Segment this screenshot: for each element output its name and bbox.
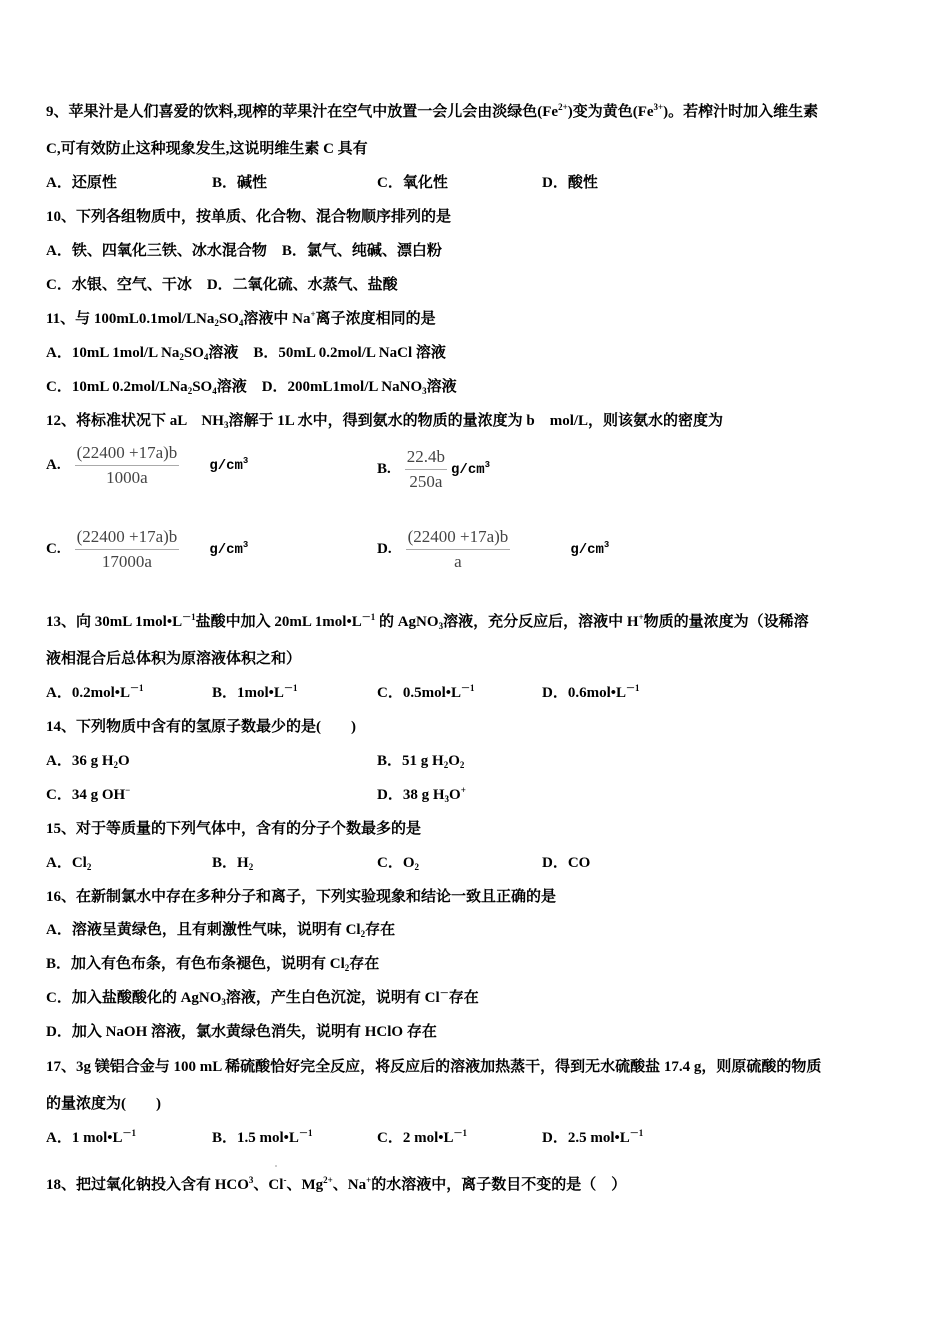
text-segment: C．10mL 0.2mol/LNa — [46, 379, 188, 395]
superscript: －1 — [626, 683, 640, 693]
q14-option-b — [377, 751, 464, 771]
text-segment: C．水银、空气、干冰 D．二氧化硫、水蒸气、盐酸 — [46, 277, 398, 293]
text-segment: B．加入有色布条，有色布条褪色，说明有 Cl — [46, 956, 345, 972]
text-segment: D．加入 NaOH 溶液，氯水黄绿色消失，说明有 HClO 存在 — [46, 1024, 437, 1040]
superscript: 3 — [484, 459, 491, 470]
text-segment: 12、将标准状况下 aL NH — [46, 413, 224, 429]
numerator: (22400 +17a)b — [75, 443, 180, 466]
unit-text: g/cm — [209, 457, 243, 474]
superscript: －1 — [461, 683, 475, 693]
text-segment: 17、3g 镁铝合金与 100 mL 稀硫酸恰好完全反应，将反应后的溶液加热蒸干，得到无水硫酸盐 17.4 g，则原硫酸的物质 — [46, 1059, 822, 1075]
text-segment: O — [448, 753, 460, 769]
text-segment: 的水溶液中，离子数目不变的是（ ） — [371, 1177, 627, 1193]
q11-options-ab — [46, 343, 446, 363]
superscript: + — [638, 612, 644, 622]
text-segment: )变为黄色(Fe — [567, 104, 654, 120]
subscript: 2 — [459, 760, 465, 770]
superscript: －1 — [283, 683, 298, 693]
subscript: 2 — [414, 862, 420, 872]
subscript: 2 — [214, 318, 219, 328]
option-label: C. — [46, 541, 61, 557]
q17-option-d — [542, 1128, 643, 1148]
q16-option-a — [46, 920, 395, 940]
text-segment: 溶液 D．200mL1mol/L NaNO — [216, 379, 423, 395]
text-segment: O — [449, 787, 461, 803]
text-segment: 13、向 30mL 1mol•L — [46, 614, 183, 630]
option-label: A. — [46, 457, 61, 473]
unit-text: g/cm — [209, 541, 243, 558]
numerator: 22.4b — [405, 447, 447, 470]
subscript: 2 — [113, 760, 119, 770]
q13-option-a — [46, 683, 144, 703]
superscript: －1 — [453, 1128, 468, 1138]
text-segment: 、Mg — [286, 1177, 324, 1193]
q13-option-d — [542, 683, 640, 703]
q12-option-d — [377, 527, 609, 572]
stray-mark — [275, 1165, 277, 1167]
q13-option-c — [377, 683, 475, 703]
text-segment: A．Cl — [46, 855, 87, 871]
unit-text: g/cm — [451, 461, 485, 478]
option-label: B. — [377, 461, 391, 477]
q15-option-a — [46, 853, 91, 873]
denominator: 17000a — [101, 552, 152, 571]
denominator: 250a — [409, 472, 443, 491]
superscript: + — [366, 1175, 372, 1185]
subscript: 2 — [179, 352, 184, 362]
text-segment: 11、与 100mL0.1mol/LNa — [46, 311, 215, 327]
text-segment: 物质的量浓度为（设稀溶 — [643, 614, 809, 630]
text-segment: 溶液 B．50mL 0.2mol/L NaCl 溶液 — [208, 345, 446, 361]
q15-stem — [46, 819, 421, 839]
text-segment: B．1.5 mol•L — [212, 1130, 299, 1146]
superscript: －1 — [122, 1128, 137, 1138]
text-segment: 、Cl — [253, 1177, 284, 1193]
superscript: + — [310, 309, 316, 319]
q15-option-b — [212, 853, 253, 873]
text-segment: SO — [192, 379, 213, 395]
q12-option-b — [377, 447, 490, 492]
q10-stem — [46, 207, 451, 227]
text-segment: C．34 g OH — [46, 787, 126, 803]
superscript: - — [283, 1175, 287, 1185]
q16-option-d — [46, 1022, 437, 1042]
text-segment: B．碱性 — [212, 175, 268, 191]
text-segment: 18、把过氧化钠投入含有 HCO — [46, 1177, 249, 1193]
text-segment: 盐酸中加入 20mL 1mol•L — [195, 614, 362, 630]
fraction — [405, 447, 447, 492]
q11-options-cd — [46, 377, 457, 397]
text-segment: 、Na — [332, 1177, 367, 1193]
text-segment: C．氧化性 — [377, 175, 448, 191]
subscript: 2 — [360, 929, 366, 939]
text-segment: 溶液 — [426, 379, 457, 395]
subscript: 2 — [187, 386, 193, 396]
subscript: 2 — [86, 862, 92, 872]
q13-option-b — [212, 683, 297, 703]
q9-option-a — [46, 173, 117, 193]
q14-stem — [46, 717, 356, 737]
subscript: 4 — [238, 318, 244, 328]
fraction — [406, 527, 511, 572]
superscript: 3 — [603, 539, 610, 550]
denominator: 1000a — [106, 468, 148, 487]
option-label: D. — [377, 541, 392, 557]
q14-option-d — [377, 785, 466, 805]
q12-option-c — [46, 527, 248, 572]
unit — [209, 539, 249, 558]
subscript: 3 — [223, 420, 229, 430]
q15-option-d — [542, 853, 590, 873]
superscript: − — [125, 785, 131, 795]
q13-stem-line2 — [46, 649, 301, 669]
q14-option-c — [46, 785, 130, 805]
text-segment: B．H — [212, 855, 249, 871]
subscript: 3 — [444, 794, 450, 804]
text-segment: C．O — [377, 855, 415, 871]
superscript: －1 — [130, 683, 144, 693]
q18-stem — [46, 1175, 626, 1195]
fraction — [75, 527, 180, 572]
q10-options-cd — [46, 275, 398, 295]
q10-options-ab — [46, 241, 442, 261]
q17-option-a — [46, 1128, 136, 1148]
text-segment: D．0.6mol•L — [542, 685, 627, 701]
superscript: 3+ — [653, 102, 664, 112]
text-segment: B．51 g H — [377, 753, 444, 769]
q16-option-b — [46, 954, 379, 974]
text-segment: 15、对于等质量的下列气体中，含有的分子个数最多的是 — [46, 821, 422, 837]
subscript: 3 — [422, 386, 427, 396]
text-segment: 存在 — [365, 922, 396, 938]
text-segment: 离子浓度相同的是 — [315, 311, 436, 327]
text-segment: 14、下列物质中含有的氢原子数最少的是( ) — [46, 719, 356, 735]
q17-stem-line1 — [46, 1057, 821, 1077]
text-segment: )。若榨汁时加入维生素 — [663, 104, 819, 120]
text-segment: 溶液，充分反应后，溶液中 H — [443, 614, 639, 630]
text-segment: D．2.5 mol•L — [542, 1130, 630, 1146]
subscript: 3 — [438, 621, 444, 631]
superscript: －1 — [182, 612, 196, 622]
text-segment: 16、在新制氯水中存在多种分子和离子，下列实验现象和结论一致且正确的是 — [46, 889, 557, 905]
text-segment: C,可有效防止这种现象发生,这说明维生素 C 具有 — [46, 141, 368, 157]
subscript: 2 — [248, 862, 254, 872]
text-segment: SO — [183, 345, 204, 361]
q17-stem-line2 — [46, 1094, 161, 1114]
q16-stem — [46, 887, 556, 907]
text-segment: C．2 mol•L — [377, 1130, 454, 1146]
text-segment: O — [118, 753, 130, 769]
subscript: 2 — [344, 963, 350, 973]
text-segment: 10、下列各组物质中，按单质、化合物、混合物顺序排列的是 — [46, 209, 452, 225]
text-segment: 溶液中 Na — [243, 311, 311, 327]
q13-stem-line1 — [46, 612, 809, 632]
fraction — [75, 443, 180, 488]
q9-option-d — [542, 173, 598, 193]
text-segment: 液相混合后总体积为原溶液体积之和） — [46, 651, 302, 667]
q12-stem — [46, 411, 723, 431]
text-segment: 溶解于 1L 水中，得到氨水的物质的量浓度为 b mol/L，则该氨水的密度为 — [228, 413, 724, 429]
text-segment: A．36 g H — [46, 753, 114, 769]
superscript: 3 — [242, 455, 249, 466]
subscript: 2 — [443, 760, 449, 770]
text-segment: 存在 — [349, 956, 380, 972]
text-segment: A．溶液呈黄绿色，且有刺激性气味，说明有 Cl — [46, 922, 361, 938]
text-segment: C．加入盐酸酸化的 AgNO — [46, 990, 222, 1006]
superscript: － — [439, 988, 449, 998]
text-segment: D．酸性 — [542, 175, 598, 191]
q9-option-c — [377, 173, 448, 193]
q12-option-a — [46, 443, 248, 488]
superscript: －1 — [361, 612, 376, 622]
text-segment: 的 AgNO — [375, 614, 439, 630]
superscript: 2+ — [323, 1175, 333, 1185]
subscript: 4 — [212, 386, 217, 396]
q17-option-b — [212, 1128, 312, 1148]
superscript: －1 — [298, 1128, 313, 1138]
q15-option-c — [377, 853, 419, 873]
numerator: (22400 +17a)b — [75, 527, 180, 550]
text-segment: D．38 g H — [377, 787, 445, 803]
q17-option-c — [377, 1128, 467, 1148]
superscript: 3 — [248, 1175, 254, 1185]
q9-stem-line1 — [46, 102, 818, 122]
superscript: + — [460, 785, 466, 795]
text-segment: A．还原性 — [46, 175, 117, 191]
text-segment: A．0.2mol•L — [46, 685, 131, 701]
unit-text: g/cm — [570, 541, 604, 558]
subscript: 4 — [203, 352, 209, 362]
text-segment: SO — [218, 311, 239, 327]
subscript: 3 — [221, 997, 226, 1007]
unit — [570, 539, 610, 558]
text-segment: A．10mL 1mol/L Na — [46, 345, 180, 361]
text-segment: C．0.5mol•L — [377, 685, 462, 701]
q9-option-b — [212, 173, 267, 193]
text-segment: 存在 — [448, 990, 479, 1006]
q9-stem-line2 — [46, 139, 368, 159]
text-segment: D．CO — [542, 855, 591, 871]
text-segment: B．1mol•L — [212, 685, 284, 701]
text-segment: 的量浓度为( ) — [46, 1096, 161, 1112]
text-segment: 9、苹果汁是人们喜爱的饮料,现榨的苹果汁在空气中放置一会儿会由淡绿色(Fe — [46, 104, 559, 120]
superscript: －1 — [629, 1128, 644, 1138]
unit — [451, 459, 491, 478]
superscript: 2+ — [558, 102, 568, 112]
text-segment: A．1 mol•L — [46, 1130, 123, 1146]
text-segment: 溶液，产生白色沉淀，说明有 Cl — [225, 990, 440, 1006]
numerator: (22400 +17a)b — [406, 527, 511, 550]
q16-option-c — [46, 988, 479, 1008]
superscript: 3 — [242, 539, 249, 550]
q11-stem — [46, 309, 436, 329]
text-segment: A．铁、四氧化三铁、冰水混合物 B．氯气、纯碱、漂白粉 — [46, 243, 442, 259]
unit — [209, 455, 249, 474]
q14-option-a — [46, 751, 130, 771]
denominator: a — [454, 552, 462, 571]
